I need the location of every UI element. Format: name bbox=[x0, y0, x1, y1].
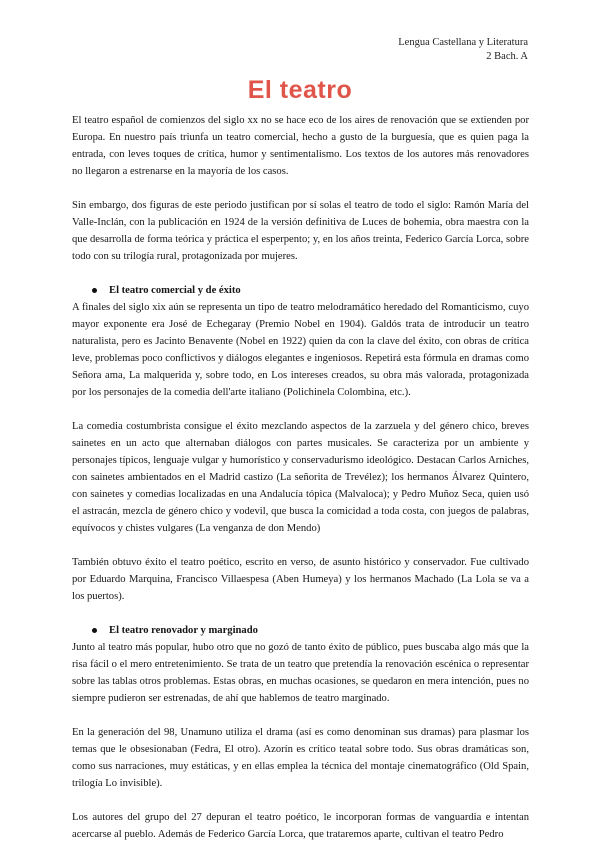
bullet-icon bbox=[92, 288, 97, 293]
section-heading-text: El teatro renovador y marginado bbox=[109, 625, 258, 636]
paragraph-melodrama: A finales del siglo xix aún se representa un tipo de teatro melodramático heredado del Romanticismo, cuyo mayor exponente era José de Echegaray (Premio Nobel en 1904). Galdós trata de introducir un teatro naturalista, pero es Jacinto Benavente (Nobel en 1922) quien da con la clave del éxito, con obras de crítica leve, problemas poco conflictivos y diálogos elegantes e ingeniosos. Repetirá esta fórmula en dramas como Señora ama, La malquerida y, sobre todo, en Los intereses creados, su obra más valorada, protagonizada por los personajes de la comedia dell'arte italiano (Polichinela Colombina, etc.). bbox=[72, 302, 529, 398]
paragraph-marginado: Junto al teatro más popular, hubo otro que no gozó de tanto éxito de público, pues buscaba algo más que la risa fácil o el mero entretenimiento. Se trata de un teatro que pretendía la renovación escénica o representar sobre las tablas otros problemas. Estas obras, en muchas ocasiones, se quedaron en mera intención, pues no siempre pudieron ser estrenadas, de ahí que hablemos de teatro marginado. bbox=[72, 642, 529, 704]
paragraph-figures: Sin embargo, dos figuras de este periodo justifican por sí solas el teatro de todo el siglo: Ramón María del Valle-Inclán, con la publicación en 1924 de la versión definitiva de Luces de bohemia, obra maestra con la que desarrolla de forma teórica y práctica el esperpento; y, en los años treinta, Federico García Lorca, sobre todo con su trilogía rural, protagonizada por mujeres. bbox=[72, 200, 529, 262]
document-body bbox=[72, 112, 529, 860]
section-heading-text: El teatro comercial y de éxito bbox=[109, 285, 241, 296]
paragraph-intro: El teatro español de comienzos del siglo xx no se hace eco de los aires de renovación que se extienden por Europa. En nuestro país triunfa un teatro comercial, hecho a gusto de la burguesía, que es quien paga la entrada, con leves toques de crítica, humor y sentimentalismo. Los textos de los autores más renovadores no llegaron a estrenarse en la mayoría de los casos. bbox=[72, 115, 529, 177]
paragraph-grupo-27: Los autores del grupo del 27 depuran el teatro poético, le incorporan formas de vanguardia e intentan acercarse al pueblo. Además de Federico García Lorca, que trataremos aparte, cultivan el teatro Pedro bbox=[72, 812, 529, 840]
paragraph-generacion-98: En la generación del 98, Unamuno utiliza el drama (así es como denominan sus dramas) para plasmar los temas que le obsesionaban (Fedra, El otro). Azorín es crítico teatal sobre todo. Sus obras dramáticas son, como sus narraciones, muy estáticas, y en ellas emplea la técnica del montaje cinematográfico (Old Spain, trilogía Lo invisible). bbox=[72, 727, 529, 789]
paragraph-poetico: También obtuvo éxito el teatro poético, escrito en verso, de asunto histórico y conservador. Fue cultivado por Eduardo Marquina, Francisco Villaespesa (Aben Humeya) y los hermanos Machado (La Lola se va a los puertos). bbox=[72, 557, 529, 602]
header-course: 2 Bach. A bbox=[486, 51, 528, 62]
paragraph-costumbrista: La comedia costumbrista consigue el éxito mezclando aspectos de la zarzuela y del género chico, breves sainetes en un acto que alternaban diálogos con partes musicales. Se caracteriza por un ambiente y personajes típicos, lenguaje vulgar y humorístico y conservadurismo ideológico. Destacan Carlos Arniches, con sainetes ambientados en el Madrid castizo (La señorita de Trevélez); los hermanos Álvarez Quintero, con sainetes y comedias localizadas en una Andalucía tópica (Malvaloca); y Pedro Muñoz Seca, quien usó el astracán, mezcla de género chico y vodevil, que busca la comicidad a toda costa, con juegos de palabras, equívocos y chistes vulgares (La venganza de don Mendo) bbox=[72, 421, 529, 534]
page-header bbox=[398, 36, 528, 64]
section-heading-comercial bbox=[72, 282, 529, 299]
bullet-icon bbox=[92, 628, 97, 633]
document-title: El teatro bbox=[247, 76, 353, 104]
section-heading-renovador bbox=[72, 622, 529, 639]
header-subject: Lengua Castellana y Literatura bbox=[398, 37, 528, 48]
